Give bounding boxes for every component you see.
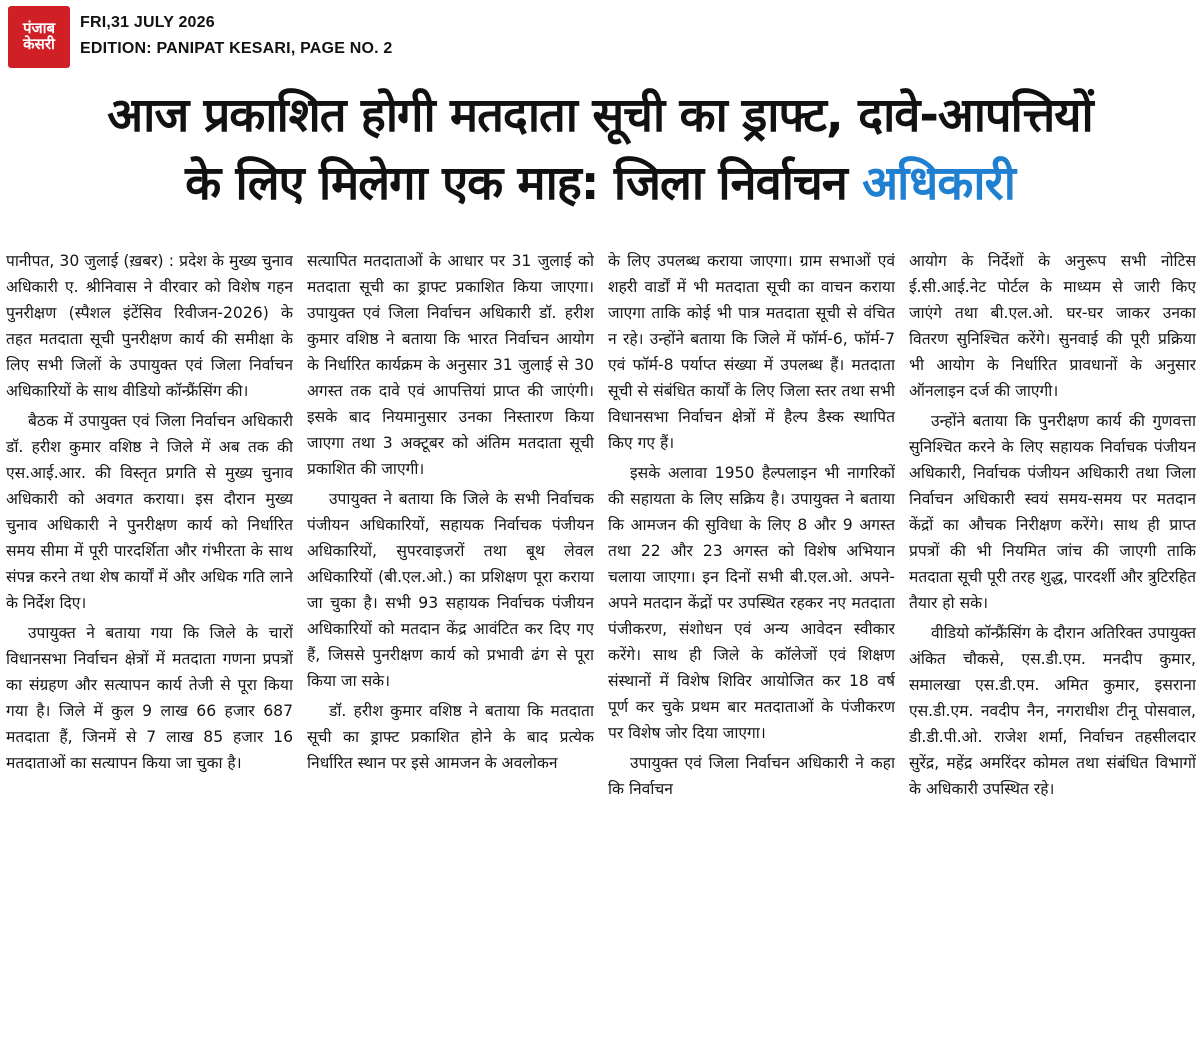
article-body xyxy=(6,248,1196,1048)
paragraph: उपायुक्त ने बताया गया कि जिले के चारों विधानसभा निर्वाचन क्षेत्रों में मतदाता गणना प्रपत्रों का संग्रहण और सत्यापन कार्य तेजी से पूरा किया गया है। जिले में कुल 9 लाख 66 हजार 687 मतदाता हैं, जिनमें से 7 लाख 85 हजार 16 मतदाताओं का सत्यापन किया जा चुका है। xyxy=(6,624,293,772)
page-bottom-edge xyxy=(0,1040,1200,1052)
paragraph: आयोग के निर्देशों के अनुरूप सभी नोटिस ई.सी.आई.नेट पोर्टल के माध्यम से जारी किए जाएंगे तथा बी.एल.ओ. घर-घर जाकर उनका वितरण सुनिश्चित करेंगे। सुनवाई की पूरी प्रक्रिया भी आयोग के निर्धारित प्रावधानों के अनुसार ऑनलाइन दर्ज की जाएगी। xyxy=(909,252,1196,400)
paragraph: पानीपत, 30 जुलाई (ख़बर) : प्रदेश के मुख्य चुनाव अधिकारी ए. श्रीनिवास ने वीरवार को विशेष गहन पुनरीक्षण (स्पैशल इंटेंसिव रिवीजन-2026) के तहत मतदाता सूची पुनरीक्षण कार्य की समीक्षा के लिए सभी जिलों के उपायुक्त एवं जिला निर्वाचन अधिकारियों के साथ वीडियो कॉन्फ्रैंसिंग की। xyxy=(6,252,293,400)
column-1 xyxy=(6,248,293,1048)
column-2 xyxy=(307,248,594,1048)
paragraph: सत्यापित मतदाताओं के आधार पर 31 जुलाई को मतदाता सूची का ड्राफ्ट प्रकाशित किया जाएगा। उपायुक्त एवं जिला निर्वाचन अधिकारी डॉ. हरीश कुमार वशिष्ठ ने बताया कि भारत निर्वाचन आयोग के निर्धारित कार्यक्रम के अनुसार 31 जुलाई से 30 अगस्त तक दावे एवं आपत्तियां प्राप्त की जाएंगी। इसके बाद नियमानुसार उनका निस्तारण किया जाएगा तथा 3 अक्टूबर को अंतिम मतदाता सूची प्रकाशित की जाएगी। xyxy=(307,252,594,478)
paragraph: इसके अलावा 1950 हैल्पलाइन भी नागरिकों की सहायता के लिए सक्रिय है। उपायुक्त ने बताया कि आमजन की सुविधा के लिए 8 और 9 अगस्त तथा 22 और 23 अगस्त को विशेष अभियान चलाया जाएगा। इन दिनों सभी बी.एल.ओ. अपने-अपने मतदान केंद्रों पर उपस्थित रहकर नए मतदाता पंजीकरण, संशोधन एवं अन्य आवेदन स्वीकार करेंगे। साथ ही जिले के कॉलेजों एवं शिक्षण संस्थानों में विशेष शिविर आयोजित कर 18 वर्ष पूर्ण कर चुके प्रथम बार मतदाताओं के पंजीकरण पर विशेष जोर दिया जाएगा। xyxy=(608,464,895,742)
paragraph: डॉ. हरीश कुमार वशिष्ठ ने बताया कि मतदाता सूची का ड्राफ्ट प्रकाशित होने के बाद प्रत्येक निर्धारित स्थान पर इसे आमजन के अवलोकन xyxy=(307,702,594,772)
paragraph: वीडियो कॉन्फ्रैंसिंग के दौरान अतिरिक्त उपायुक्त अंकित चौकसे, एस.डी.एम. मनदीप कुमार, समालखा एस.डी.एम. अमित कुमार, इसराना एस.डी.एम. नवदीप नैन, नगराधीश टीनू पोसवाल, डी.डी.पी.ओ. राजेश शर्मा, निर्वाचन तहसीलदार सुरेंद्र, महेंद्र अमरिंदर कोमल तथा संबंधित विभागों के अधिकारी उपस्थित रहे। xyxy=(909,624,1196,798)
column-3 xyxy=(608,248,895,1048)
paragraph: उपायुक्त ने बताया कि जिले के सभी निर्वाचक पंजीयन अधिकारियों, सहायक निर्वाचक पंजीयन अधिकारियों, सुपरवाइजरों तथा बूथ लेवल अधिकारियों (बी.एल.ओ.) का प्रशिक्षण पूरा कराया जा चुका है। सभी 93 सहायक निर्वाचक पंजीयन अधिकारियों को मतदान केंद्र आवंटित कर दिए गए हैं, जिससे पुनरीक्षण कार्य को प्रभावी ढंग से पूरा किया जा सके। xyxy=(307,490,594,690)
paragraph: के लिए उपलब्ध कराया जाएगा। ग्राम सभाओं एवं शहरी वार्डों में भी मतदाता सूची का वाचन कराया जाएगा ताकि कोई भी पात्र मतदाता सूची से वंचित न रहे। उन्होंने बताया कि जिले में फॉर्म-6, फॉर्म-7 एवं फॉर्म-8 पर्याप्त संख्या में उपलब्ध हैं। मतदाता सूची से संबंधित कार्यों के लिए जिला स्तर तथा सभी विधानसभा निर्वाचन क्षेत्रों में हैल्प डैस्क स्थापित किए गए हैं। xyxy=(608,252,895,452)
headline-line1: आज प्रकाशित होगी मतदाता सूची का ड्राफ्ट, दावे-आपत्तियों xyxy=(107,88,1093,143)
column-4 xyxy=(909,248,1196,1048)
edition-page: EDITION: PANIPAT KESARI, PAGE NO. 2 xyxy=(80,40,393,57)
logo-line1: पंजाब xyxy=(22,19,56,38)
paragraph: उन्होंने बताया कि पुनरीक्षण कार्य की गुणवत्ता सुनिश्चित करने के लिए सहायक निर्वाचक पंजीयन अधिकारी, निर्वाचक पंजीयन अधिकारी तथा जिला निर्वाचन अधिकारी स्वयं समय-समय पर मतदान केंद्रों का औचक निरीक्षण करेंगे। साथ ही प्राप्त प्रपत्रों की भी नियमित जांच की जाएगी ताकि मतदाता सूची पूरी तरह शुद्ध, पारदर्शी और त्रुटिरहित तैयार हो सके। xyxy=(909,412,1196,612)
article-headline xyxy=(20,82,1180,218)
headline-line2-accent: अधिकारी xyxy=(862,156,1015,211)
logo-line2: केसरी xyxy=(23,35,55,53)
newspaper-logo xyxy=(8,6,70,68)
paragraph: बैठक में उपायुक्त एवं जिला निर्वाचन अधिकारी डॉ. हरीश कुमार वशिष्ठ ने जिले में अब तक की एस.आई.आर. की विस्तृत प्रगति से मुख्य चुनाव अधिकारी को अवगत कराया। इस दौरान मुख्य चुनाव अधिकारी ने पुनरीक्षण कार्य को निर्धारित समय सीमा में पूरी पारदर्शिता और गंभीरता के साथ संपन्न करने तथा शेष कार्यों में और अधिक गति लाने के निर्देश दिए। xyxy=(6,412,293,612)
masthead xyxy=(0,0,1200,72)
edition-info xyxy=(80,10,393,62)
paragraph: उपायुक्त एवं जिला निर्वाचन अधिकारी ने कहा कि निर्वाचन xyxy=(608,754,895,798)
headline-line2 xyxy=(20,150,1180,218)
headline-line2-main: के लिए मिलेगा एक माह: जिला निर्वाचन xyxy=(185,156,863,211)
publication-date: FRI,31 JULY 2026 xyxy=(80,14,215,31)
